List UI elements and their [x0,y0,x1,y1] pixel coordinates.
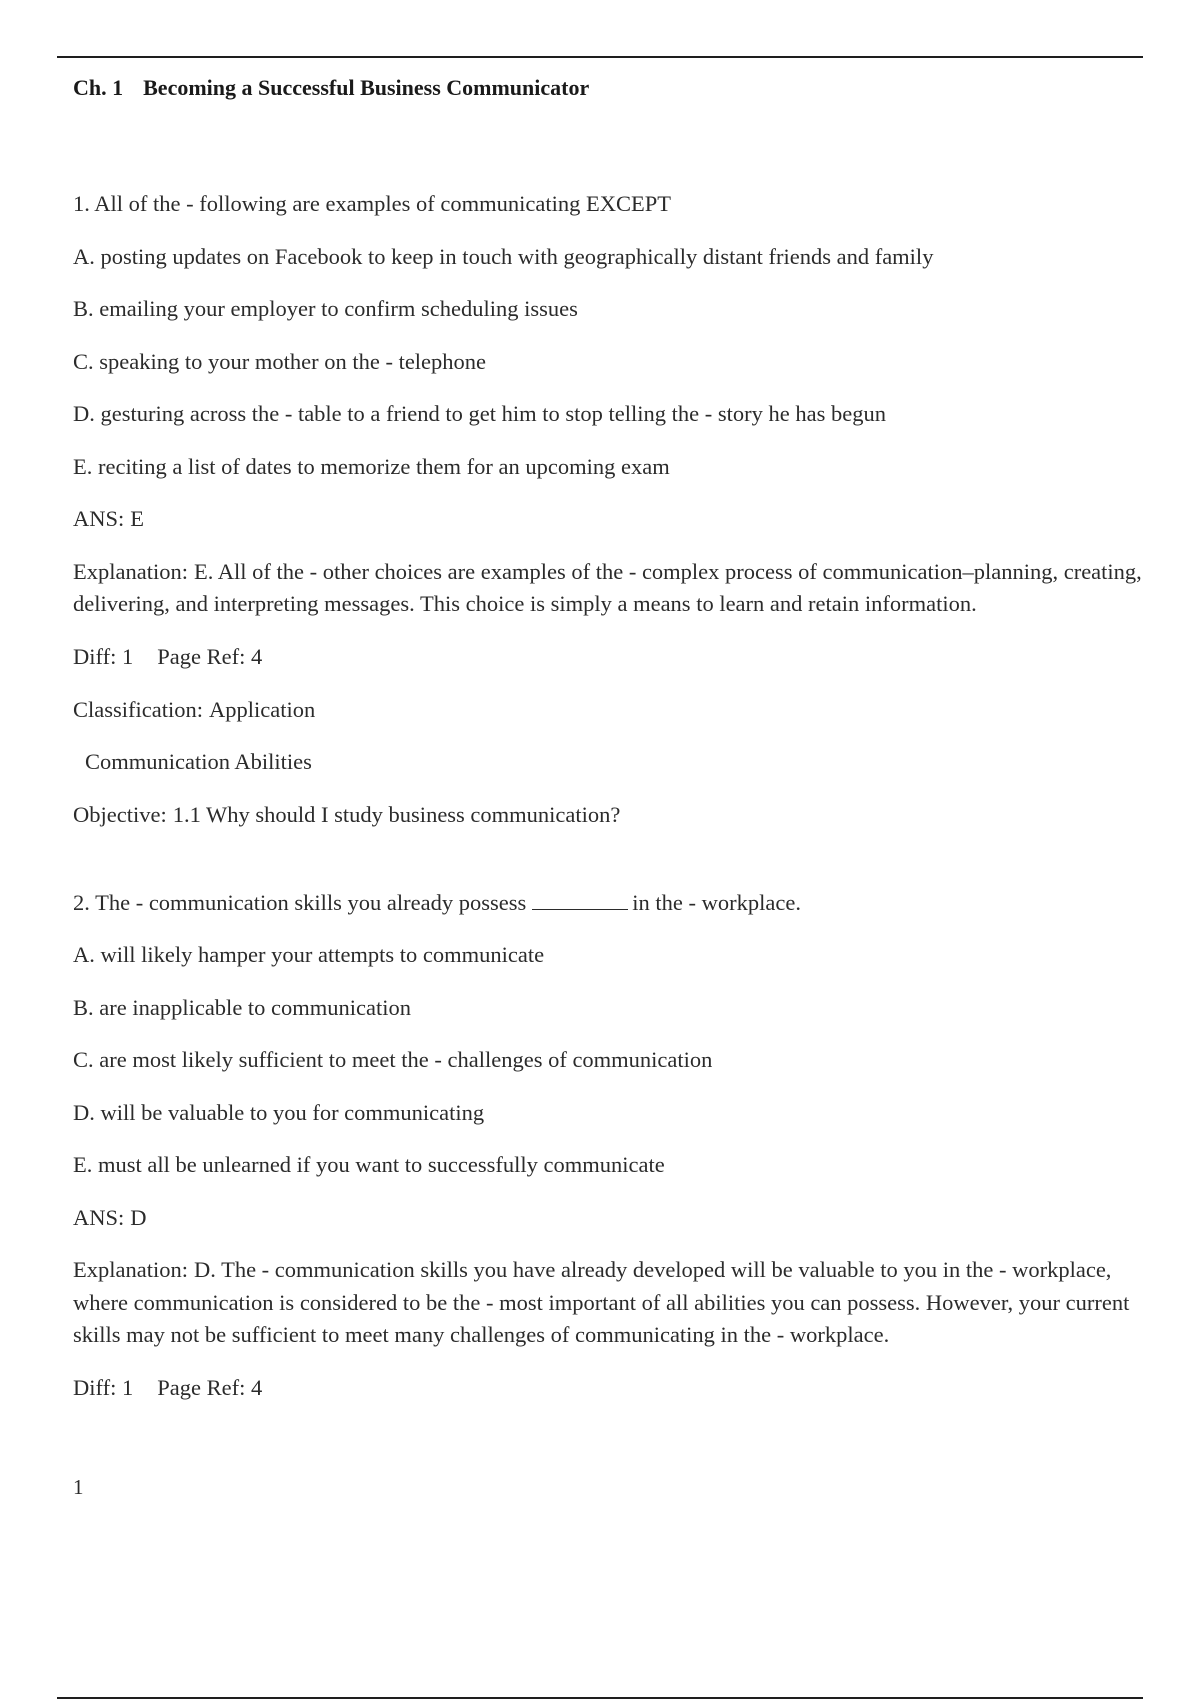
question-stem: 1. All of the - following are examples of communicating EXCEPT [73,191,671,216]
answer-value: E [130,506,145,531]
chapter-name: Becoming a Successful Business Communicator [143,75,590,100]
question-2 [73,887,1143,1405]
option-c: C. are most likely sufficient to meet the - challenges of communication [73,1047,713,1072]
option-e: E. reciting a list of dates to memorize them for an upcoming exam [73,453,670,479]
option-a: A. will likely hamper your attempts to communicate [73,942,545,967]
explanation-text: E. All of the - other choices are examples of the - complex process of communication–planning, creating, delivering, and interpreting messages. This choice is simply a means to learn and retain information. [73,558,1142,616]
objective-line [73,799,1143,831]
bottom-rule [57,1697,1143,1699]
option-d: D. gesturing across the - table to a friend to get him to stop telling the - story he has begun [73,401,886,426]
explanation-text: D. The - communication skills you have already developed will be valuable to you in the - workplace, where communication is considered to be the - most important of all abilities you can possess. However, your current skills may not be sufficient to meet many challenges of communicating in the - workplace. [73,1257,1130,1347]
question-1 [73,188,1143,831]
option-b: B. emailing your employer to confirm scheduling issues [73,296,578,321]
explanation [73,1254,1145,1352]
difficulty-line [73,1372,1143,1404]
page-number: 1 [73,1475,84,1499]
option-d: D. will be valuable to you for communicating [73,1099,485,1125]
skill-line: Communication Abilities [85,749,312,774]
option-b: B. are inapplicable to communication [73,994,412,1020]
answer-line [73,1202,1143,1234]
question-stem [73,887,1143,919]
option-e: E. must all be unlearned if you want to successfully communicate [73,1152,665,1177]
difficulty-line [73,641,1143,673]
answer-value: D [130,1204,147,1230]
classification-label: Classification: [73,696,203,722]
option-c: C. speaking to your mother on the - telephone [73,348,487,374]
explanation-label: Explanation: [73,558,188,584]
answer-label: ANS: [73,506,125,531]
top-rule [57,56,1143,58]
answer-line [73,503,1143,535]
classification-line [73,694,1143,726]
chapter-title [73,72,1143,104]
difficulty: Diff: 1 [73,644,134,669]
answer-blank [532,889,628,910]
page-ref: Page Ref: 4 [157,644,263,669]
classification-value: Application [208,696,316,722]
chapter-number: Ch. 1 [73,75,124,100]
stem-after-blank: in the - workplace. [632,889,801,915]
explanation [73,556,1145,621]
document-page [73,70,1143,1425]
stem-before-blank: 2. The - communication skills you already possess [73,889,527,915]
objective-value: 1.1 Why should I study business communication? [172,801,621,827]
option-a: A. posting updates on Facebook to keep in touch with geographically distant friends and family [73,243,934,269]
objective-label: Objective: [73,801,167,827]
answer-label: ANS: [73,1204,125,1230]
difficulty: Diff: 1 [73,1375,134,1400]
explanation-label: Explanation: [73,1257,188,1282]
page-ref: Page Ref: 4 [157,1375,263,1400]
